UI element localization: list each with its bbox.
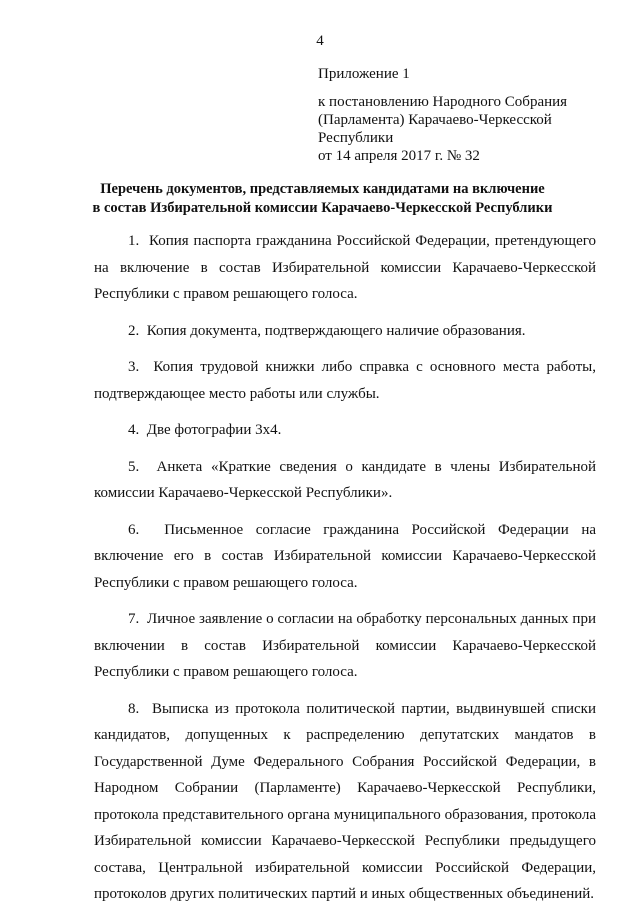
document-list <box>94 228 596 918</box>
item-number: 6. <box>128 521 140 538</box>
appendix-line: от 14 апреля 2017 г. № 32 <box>318 148 480 164</box>
list-item <box>94 696 596 908</box>
list-item <box>94 417 596 444</box>
list-item <box>94 517 596 597</box>
item-text: Копия паспорта гражданина Российской Федерации, претендующего на включение в состав Избирательной комиссии Карачаево-Черкесской Республики с правом решающего голоса. <box>94 233 597 302</box>
appendix-title: Приложение 1 <box>318 66 410 82</box>
list-item <box>94 318 596 345</box>
list-item <box>94 228 596 308</box>
item-number: 3. <box>128 359 140 375</box>
item-number: 1. <box>128 233 140 249</box>
heading-line-2: в состав Избирательной комиссии Карачаево-Черкесской Республики <box>92 200 553 216</box>
item-number: 7. <box>128 611 140 627</box>
list-item <box>94 606 596 686</box>
item-text: Письменное согласие гражданина Российской Федерации на включение его в состав Избирательной комиссии Карачаево-Черкесской Республики с правом решающего голоса. <box>94 521 596 591</box>
item-number: 5. <box>128 458 140 475</box>
heading-line-1: Перечень документов, представляемых кандидатами на включение <box>100 181 545 197</box>
appendix-line: (Парламента) Карачаево-Черкесской <box>318 112 552 128</box>
item-text: Выписка из протокола политической партии, выдвинувшей списки кандидатов, допущенных к распределению депутатских мандатов в Государственной Думе Федерального Собрания Российской Федерации, в Народном Собрании (Парламенте) Карачаево-Черкесской Республики, протокола представительного органа муниципального образования, протокола Избирательной комиссии Карачаево-Черкесской Республики предыдущего состава, Центральной избирательной комиссии Российской Федерации, протоколов других политических партий и иных общественных объединений. <box>94 700 596 902</box>
item-text: Копия документа, подтверждающего наличие образования. <box>146 322 526 339</box>
item-text: Две фотографии 3х4. <box>146 422 282 438</box>
appendix-line: Республики <box>318 130 394 146</box>
list-item <box>94 454 596 507</box>
list-item <box>94 354 596 407</box>
item-text: Личное заявление о согласии на обработку персональных данных при включении в состав Избирательной комиссии Карачаево-Черкесской Республики с правом решающего голоса. <box>94 611 596 680</box>
item-number: 8. <box>128 700 140 717</box>
item-number: 4. <box>128 422 140 438</box>
document-heading <box>60 180 585 218</box>
item-number: 2. <box>128 322 140 339</box>
appendix-line: к постановлению Народного Собрания <box>318 94 568 110</box>
item-text: Копия трудовой книжки либо справка с основного места работы, подтверждающее место работы или службы. <box>94 359 596 402</box>
appendix-block <box>318 65 618 165</box>
page-number: 4 <box>316 33 324 49</box>
item-text: Анкета «Краткие сведения о кандидате в члены Избирательной комиссии Карачаево-Черкесской Республики». <box>94 458 596 501</box>
